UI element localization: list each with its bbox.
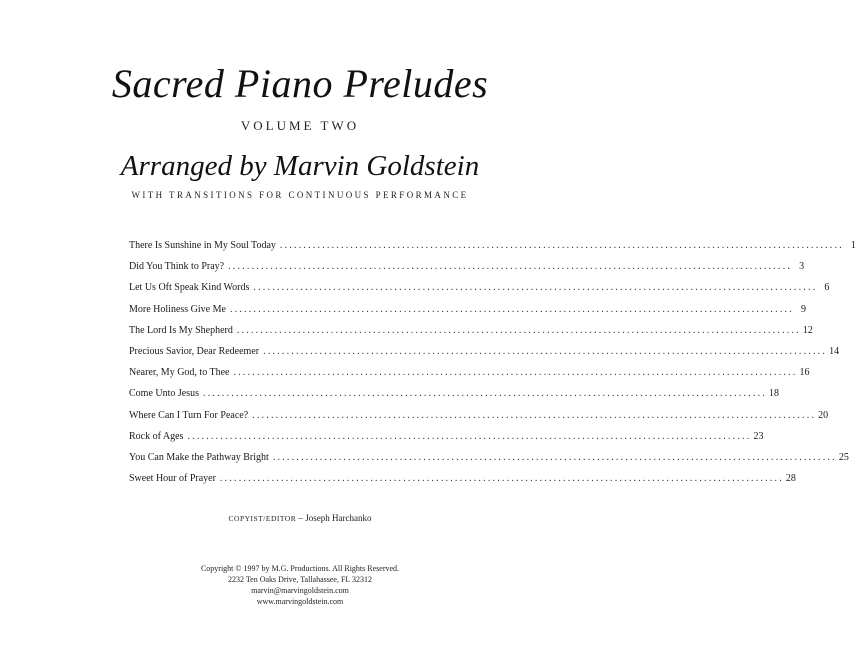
toc-entry [129,367,810,388]
toc-entry-title: Where Can I Turn For Peace? [129,409,249,421]
toc-entry-page: 12 [802,324,813,336]
toc-leader-dots: ........................................................................................................................ [219,473,784,485]
toc-entry [129,473,796,494]
toc-leader-dots: ........................................................................................................................ [203,388,767,400]
toc-entry-title: Rock of Ages [129,430,184,442]
copyright-line: Copyright © 1997 by M.G. Productions. All Rights Reserved. [200,564,400,573]
toc-entry-page: 3 [799,261,805,273]
toc-entry [129,261,805,282]
toc-entry-page: 14 [829,345,840,357]
toc-entry-title: Let Us Oft Speak Kind Words [129,282,250,294]
table-of-contents [129,240,856,494]
toc-entry-page: 25 [838,451,849,463]
toc-entry [129,282,830,303]
website-line: www.marvingoldstein.com [256,597,344,606]
toc-entry [129,345,840,367]
toc-leader-dots: ........................................................................................................................ [279,240,844,251]
toc-entry-title: Did You Think to Pray? [129,261,225,273]
toc-entry-page: 20 [818,409,829,421]
toc-entry [129,240,856,261]
toc-entry-page: 16 [799,367,810,379]
toc-leader-dots: ........................................................................................................................ [263,345,828,357]
toc-entry-page: 1 [850,240,856,251]
copyist-credit [0,513,600,523]
toc-entry-title: There Is Sunshine in My Soul Today [129,240,276,251]
toc-entry-page: 18 [769,388,779,400]
copyist-name: Joseph Harchanko [305,513,372,523]
copyist-role: COPYIST/EDITOR [228,514,297,523]
toc-entry [129,388,779,409]
volume-label: VOLUME TWO [240,118,360,133]
toc-entry-title: The Lord Is My Shepherd [129,324,233,336]
toc-leader-dots: ........................................................................................................................ [236,324,801,336]
credit-separator: – [296,513,306,523]
toc-entry-title: Precious Savior, Dear Redeemer [129,345,260,357]
toc-entry-title: You Can Make the Pathway Bright [129,451,269,463]
toc-leader-dots: ........................................................................................................................ [229,303,794,315]
toc-entry-page: 28 [785,473,796,485]
subtitle: WITH TRANSITIONS FOR CONTINUOUS PERFORMANCE [131,190,469,200]
toc-entry-title: More Holiness Give Me [129,303,226,315]
toc-leader-dots: ........................................................................................................................ [253,282,818,294]
toc-entry-title: Come Unto Jesus [129,388,199,400]
book-title: Sacred Piano Preludes [111,61,489,106]
toc-entry-page: 9 [800,303,806,315]
toc-entry [129,303,806,325]
toc-leader-dots: ........................................................................................................................ [228,261,793,273]
toc-entry-page: 6 [824,282,830,294]
address-line: 2232 Ten Oaks Drive, Tallahassee, FL 32312 [227,575,373,584]
toc-entry [129,409,829,431]
toc-leader-dots: ........................................................................................................................ [252,409,817,421]
toc-entry [129,430,764,452]
toc-leader-dots: ........................................................................................................................ [272,451,837,463]
toc-entry-page: 23 [753,430,764,442]
email-line: marvin@marvingoldstein.com [251,586,349,595]
toc-leader-dots: ........................................................................................................................ [233,367,798,379]
publisher-footer [0,563,600,607]
toc-entry [129,451,849,473]
toc-entry-title: Sweet Hour of Prayer [129,473,216,485]
toc-entry-title: Nearer, My God, to Thee [129,367,230,379]
toc-leader-dots: ........................................................................................................................ [187,430,752,442]
toc-entry [129,324,813,346]
arranger-line: Arranged by Marvin Goldstein [120,150,480,182]
